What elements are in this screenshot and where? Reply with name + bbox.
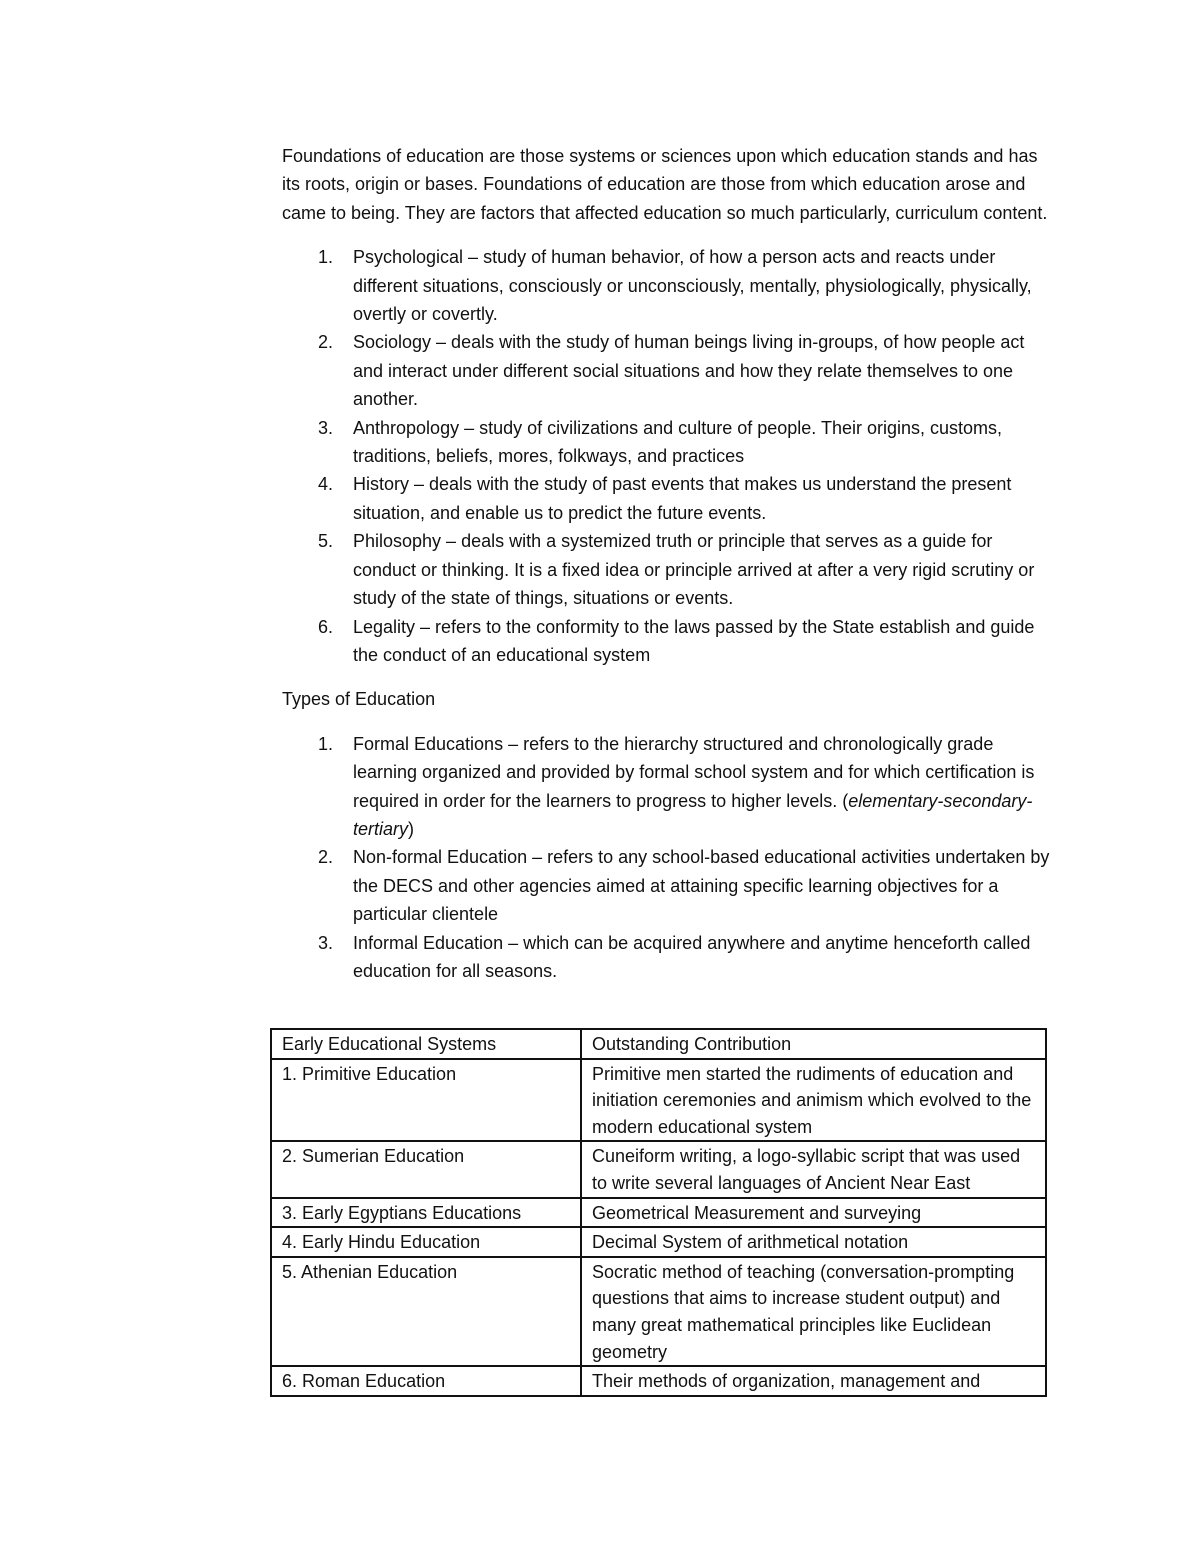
types-heading: Types of Education bbox=[282, 689, 436, 710]
list-item bbox=[282, 843, 1058, 928]
list-item-text: Formal Educations – refers to the hierarchy structured and chronologically grade learning organized and provided by formal school system and for which certification is required in order for the learners to progress to higher levels. bbox=[353, 733, 1035, 811]
table-row bbox=[271, 1366, 1046, 1396]
table-row bbox=[271, 1257, 1046, 1366]
list-item-text: Legality – refers to the conformity to the laws passed by the State establish and guide the conduct of an educational system bbox=[353, 616, 1035, 665]
list-number: 6. bbox=[318, 616, 334, 637]
table-row bbox=[271, 1198, 1046, 1228]
document-page bbox=[282, 142, 1072, 1001]
list-item bbox=[282, 243, 1058, 328]
contribution-cell: Decimal System of arithmetical notation bbox=[581, 1227, 1046, 1257]
list-item bbox=[282, 470, 1058, 527]
list-item-text: Anthropology – study of civilizations and culture of people. Their origins, customs, traditions, beliefs, mores, folkways, and practices bbox=[353, 417, 1003, 467]
list-item bbox=[282, 613, 1058, 670]
list-number: 1. bbox=[318, 247, 334, 268]
list-item-text: Philosophy – deals with a systemized truth or principle that serves as a guide for conduct or thinking. It is a fixed idea or principle arrived at after a very rigid scrutiny or study of the state of things, situations or events. bbox=[353, 531, 1035, 609]
contribution-cell: Primitive men started the rudiments of education and initiation ceremonies and animism which evolved to the modern educational system bbox=[581, 1059, 1046, 1142]
list-item-text: History – deals with the study of past events that makes us understand the present situation, and enable us to predict the future events. bbox=[353, 474, 1012, 523]
list-item bbox=[282, 730, 1058, 844]
list-item bbox=[282, 527, 1058, 612]
system-cell: 4. Early Hindu Education bbox=[271, 1227, 581, 1257]
list-number: 5. bbox=[318, 531, 334, 552]
table-row bbox=[271, 1141, 1046, 1197]
list-number: 3. bbox=[318, 932, 334, 953]
system-cell: 3. Early Egyptians Educations bbox=[271, 1198, 581, 1228]
foundations-list bbox=[282, 243, 1072, 669]
emphasis-text: elementary-secondary-tertiary bbox=[353, 790, 1033, 839]
list-item-text: Sociology – deals with the study of human beings living in-groups, of how people act and interact under different social situations and how they relate themselves to one another. bbox=[353, 332, 1025, 410]
contribution-cell: Socratic method of teaching (conversation-prompting questions that aims to increase student output) and many great mathematical principles like Euclidean geometry bbox=[581, 1257, 1046, 1366]
paren-close: ) bbox=[408, 818, 415, 839]
list-item-text: Informal Education – which can be acquired anywhere and anytime henceforth called education for all seasons. bbox=[353, 932, 1031, 981]
contribution-cell: Their methods of organization, management and bbox=[581, 1366, 1046, 1396]
list-number: 1. bbox=[318, 733, 334, 754]
contribution-cell: Geometrical Measurement and surveying bbox=[581, 1198, 1046, 1228]
table-row bbox=[271, 1059, 1046, 1142]
system-cell: 6. Roman Education bbox=[271, 1366, 581, 1396]
system-cell: 5. Athenian Education bbox=[271, 1257, 581, 1366]
list-item-text: Psychological – study of human behavior, of how a person acts and reacts under different situations, consciously or unconsciously, mentally, physiologically, physically, overtly or covertly. bbox=[353, 247, 1032, 325]
list-item bbox=[282, 929, 1058, 986]
paren-open: ( bbox=[842, 790, 849, 811]
list-item-text: Non-formal Education – refers to any school-based educational activities undertaken by the DECS and other agencies aimed at attaining specific learning objectives for a particular clientele bbox=[353, 847, 1050, 925]
early-education-table bbox=[270, 1028, 1047, 1397]
list-number: 3. bbox=[318, 417, 334, 438]
list-number: 4. bbox=[318, 474, 334, 495]
table-header-row bbox=[271, 1029, 1046, 1059]
system-cell: 1. Primitive Education bbox=[271, 1059, 581, 1142]
types-list bbox=[282, 730, 1072, 986]
contribution-cell: Cuneiform writing, a logo-syllabic script that was used to write several languages of Ancient Near East bbox=[581, 1141, 1046, 1197]
system-cell: 2. Sumerian Education bbox=[271, 1141, 581, 1197]
header-cell-systems: Early Educational Systems bbox=[271, 1029, 581, 1059]
list-item bbox=[282, 414, 1058, 471]
list-number: 2. bbox=[318, 332, 334, 353]
table-row bbox=[271, 1227, 1046, 1257]
list-number: 2. bbox=[318, 847, 334, 868]
header-cell-contribution: Outstanding Contribution bbox=[581, 1029, 1046, 1059]
list-item bbox=[282, 328, 1058, 413]
intro-paragraph: Foundations of education are those systems or sciences upon which education stands and has its roots, origin or bases. Foundations of education are those from which education arose and came to being. They are factors that affected education so much particularly, curriculum content. bbox=[282, 146, 1048, 223]
